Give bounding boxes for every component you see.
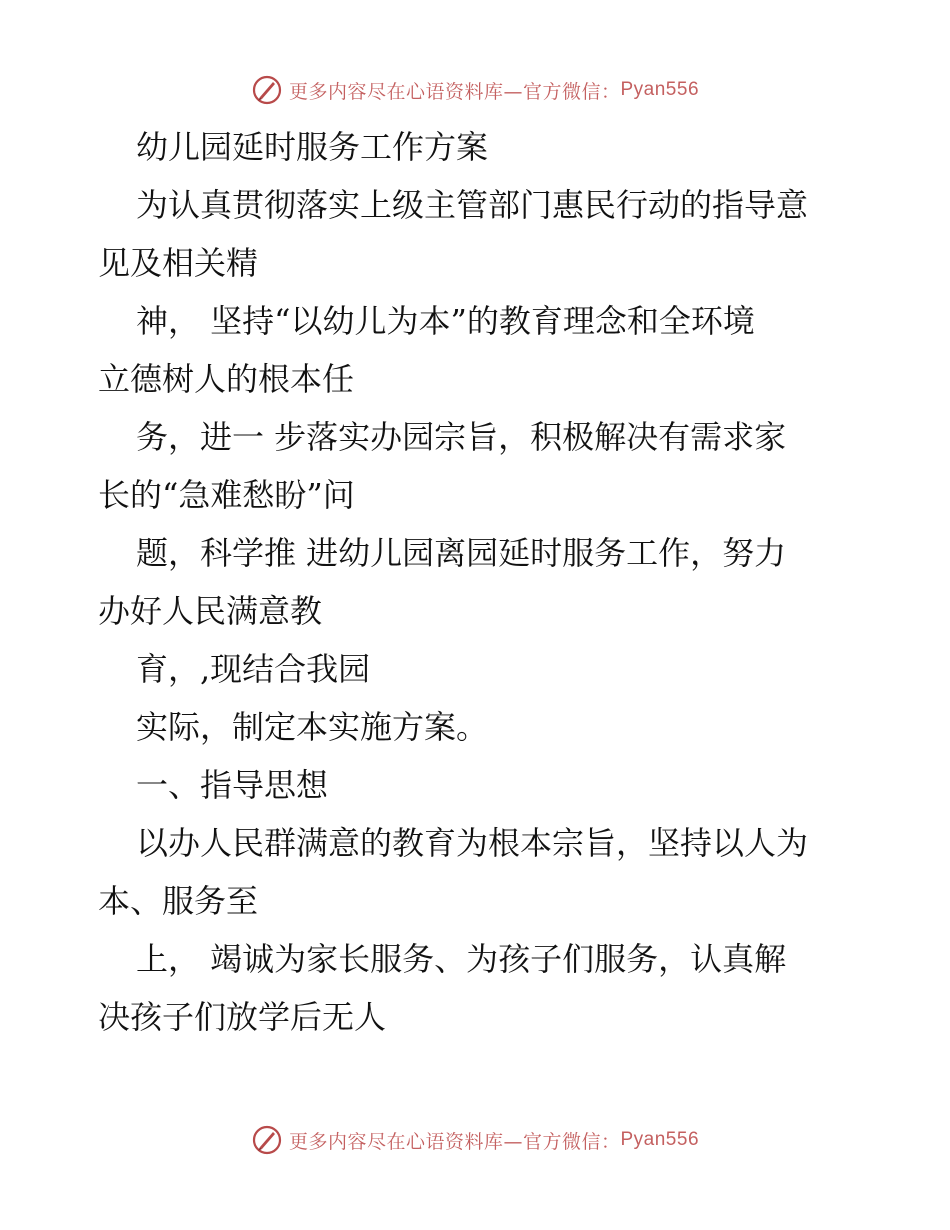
feather-pen-circle-icon [251, 74, 283, 106]
text-line: 神， 坚持“以幼儿为本”的教育理念和全环境 [136, 302, 755, 340]
text-line: 务，进一 步落实办园宗旨，积极解决有需求家 [136, 418, 787, 456]
watermark-text: 更多内容尽在心语资料库—官方微信： [288, 1130, 621, 1153]
text-line: 办好人民满意教 [98, 592, 323, 630]
text-line: 题，科学推 进幼儿园离园延时服务工作，努力 [136, 534, 787, 572]
footer-watermark [0, 1124, 950, 1156]
watermark-text: 更多内容尽在心语资料库—官方微信： [288, 80, 621, 103]
text-line: 本、服务至 [98, 882, 259, 920]
text-line: 幼儿园延时服务工作方案 [136, 128, 489, 166]
text-line: 为认真贯彻落实上级主管部门惠民行动的指导意 [136, 186, 809, 224]
text-line: 一、指导思想 [136, 766, 329, 804]
text-line: 育，,现结合我园 [136, 650, 371, 688]
text-line: 实际，制定本实施方案。 [136, 708, 489, 746]
text-line: 上， 竭诚为家长服务、为孩子们服务，认真解 [136, 940, 787, 978]
document-body [98, 118, 858, 1046]
text-line: 决孩子们放学后无人 [98, 998, 387, 1036]
watermark-wechat-id: Pyan556 [620, 1129, 700, 1150]
text-line: 立德树人的根本任 [98, 360, 355, 398]
feather-pen-circle-icon [251, 1124, 283, 1156]
watermark-wechat-id: Pyan556 [620, 79, 700, 100]
header-watermark [0, 74, 950, 106]
text-line: 见及相关精 [98, 244, 259, 282]
text-line: 长的“急难愁盼”问 [98, 476, 355, 514]
text-line: 以办人民群满意的教育为根本宗旨，坚持以人为 [136, 824, 809, 862]
